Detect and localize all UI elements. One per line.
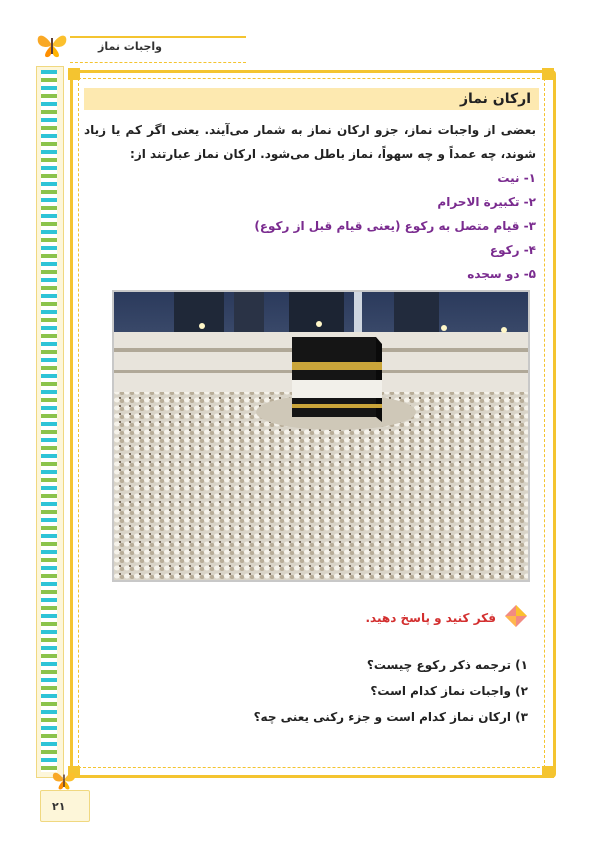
header-divider: [70, 62, 246, 63]
list-item: ۱- نیت: [497, 171, 536, 185]
diamond-icon: [504, 604, 528, 632]
think-heading: [365, 604, 528, 632]
list-item: ۵- دو سجده: [467, 267, 536, 281]
intro-paragraph: بعضی از واجبات نماز، جزو ارکان نماز به شمار می‌آیند. یعنی اگر کم یا زیاد شوند، چه عمداً و چه سهواً، نماز باطل می‌شود. ارکان نماز عبارتند از:: [84, 123, 536, 161]
question-item: ۲) واجبات نماز کدام است؟: [370, 684, 528, 698]
questions-list: [254, 652, 528, 730]
list-item: ۲- تکبیرة الاحرام: [437, 195, 536, 209]
header-line: [70, 36, 246, 38]
think-label: فکر کنید و پاسخ دهید.: [365, 611, 496, 625]
frame-corner: [68, 68, 80, 80]
frame-corner: [542, 766, 554, 778]
decorative-stripes: [41, 70, 57, 772]
page-number: ۲۱: [52, 800, 66, 813]
kaaba-photo: [112, 290, 530, 582]
pillars-list: [254, 166, 536, 286]
list-item: ۴- رکوع: [489, 243, 536, 257]
section-title: ارکان نماز: [84, 88, 539, 110]
question-item: ۱) ترجمه ذکر رکوع چیست؟: [366, 658, 528, 672]
question-item: ۳) ارکان نماز کدام است و جزء رکنی یعنی چه؟: [253, 710, 528, 724]
header-title: واجبات نماز: [98, 40, 163, 53]
butterfly-icon-top: [34, 30, 70, 64]
frame-corner: [542, 68, 554, 80]
list-item: ۳- قیام متصل به رکوع (یعنی قیام قبل از رکوع): [254, 219, 536, 233]
